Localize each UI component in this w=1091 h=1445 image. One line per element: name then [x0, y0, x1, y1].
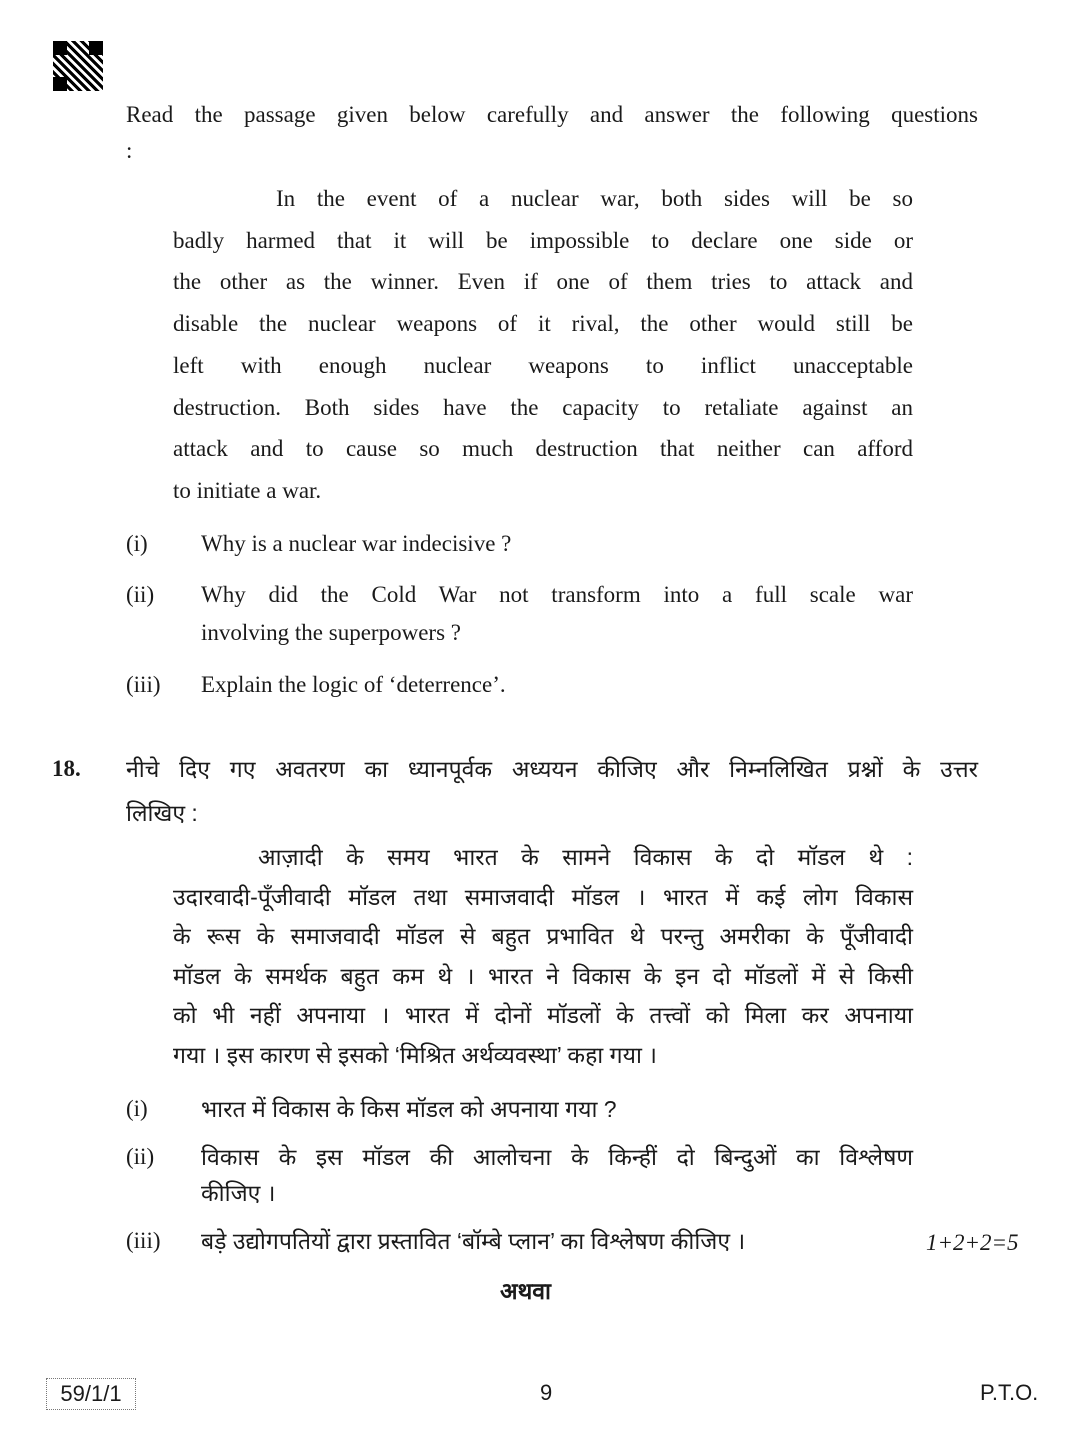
sub-question-text: Why is a nuclear war indecisive ?: [201, 531, 512, 556]
hindi-passage-line: को भी नहीं अपनाया । भारत में दोनों मॉडलों के तत्त्वों को मिला कर अपनाया: [173, 1002, 913, 1028]
sub-question-text: Why did the Cold War not transform into a full scale war: [201, 582, 913, 607]
or-label: अथवा: [500, 1278, 552, 1304]
sub-question-number: (ii): [126, 1144, 155, 1169]
sub-question-number: (iii): [126, 672, 161, 697]
pto-label: P.T.O.: [980, 1380, 1039, 1405]
intro-line-1: Read the passage given below carefully and answer the following questions: [126, 102, 978, 127]
passage-line: disable the nuclear weapons of it rival, the other would still be: [173, 311, 913, 337]
sub-question-text: भारत में विकास के किस मॉडल को अपनाया गया ?: [201, 1096, 617, 1122]
qr-code: [52, 40, 104, 92]
marks: 1+2+2=5: [926, 1230, 1019, 1255]
passage-line: In the event of a nuclear war, both sides will be so: [276, 186, 913, 211]
sub-question-text: involving the superpowers ?: [201, 620, 461, 645]
hindi-passage-line: उदारवादी-पूँजीवादी मॉडल तथा समाजवादी मॉडल । भारत में कई लोग विकास: [173, 883, 913, 910]
question-number: 18.: [52, 756, 81, 781]
hindi-passage-line: मॉडल के समर्थक बहुत कम थे । भारत ने विकास के इन दो मॉडलों में से किसी: [173, 962, 913, 989]
passage-line: the other as the winner. Even if one of them tries to attack and: [173, 269, 913, 295]
hindi-passage-line: गया । इस कारण से इसको ‘मिश्रित अर्थव्यवस्था’ कहा गया ।: [173, 1041, 658, 1068]
passage-line: badly harmed that it will be impossible to declare one side or: [173, 227, 913, 253]
sub-question-text: बड़े उद्योगपतियों द्वारा प्रस्तावित ‘बॉम्बे प्लान’ का विश्लेषण कीजिए ।: [201, 1228, 746, 1254]
passage-line: left with enough nuclear weapons to inflict unacceptable: [173, 352, 913, 378]
sub-question-text: कीजिए ।: [201, 1180, 276, 1206]
page-number: 9: [540, 1380, 553, 1405]
hindi-passage-line: आज़ादी के समय भारत के सामने विकास के दो मॉडल थे :: [258, 844, 913, 870]
passage-line: to initiate a war.: [173, 477, 322, 503]
question-intro-line: नीचे दिए गए अवतरण का ध्यानपूर्वक अध्ययन कीजिए और निम्नलिखित प्रश्नों के उत्तर: [126, 756, 978, 782]
sub-question-number: (i): [126, 531, 148, 556]
sub-question-number: (i): [126, 1096, 148, 1121]
hindi-passage-line: के रूस के समाजवादी मॉडल से बहुत प्रभावित थे परन्तु अमरीका के पूँजीवादी: [173, 923, 913, 949]
sub-question-number: (iii): [126, 1228, 161, 1253]
intro-line-2: :: [126, 138, 133, 163]
question-intro-line: लिखिए :: [126, 800, 198, 826]
passage-line: attack and to cause so much destruction that neither can afford: [173, 436, 913, 462]
sub-question-number: (ii): [126, 582, 155, 607]
sub-question-text: विकास के इस मॉडल की आलोचना के किन्हीं दो बिन्दुओं का विश्लेषण: [201, 1144, 913, 1170]
passage-line: destruction. Both sides have the capacity to retaliate against an: [173, 394, 913, 420]
paper-code: 59/1/1: [46, 1378, 136, 1410]
sub-question-text: Explain the logic of ‘deterrence’.: [201, 672, 506, 697]
